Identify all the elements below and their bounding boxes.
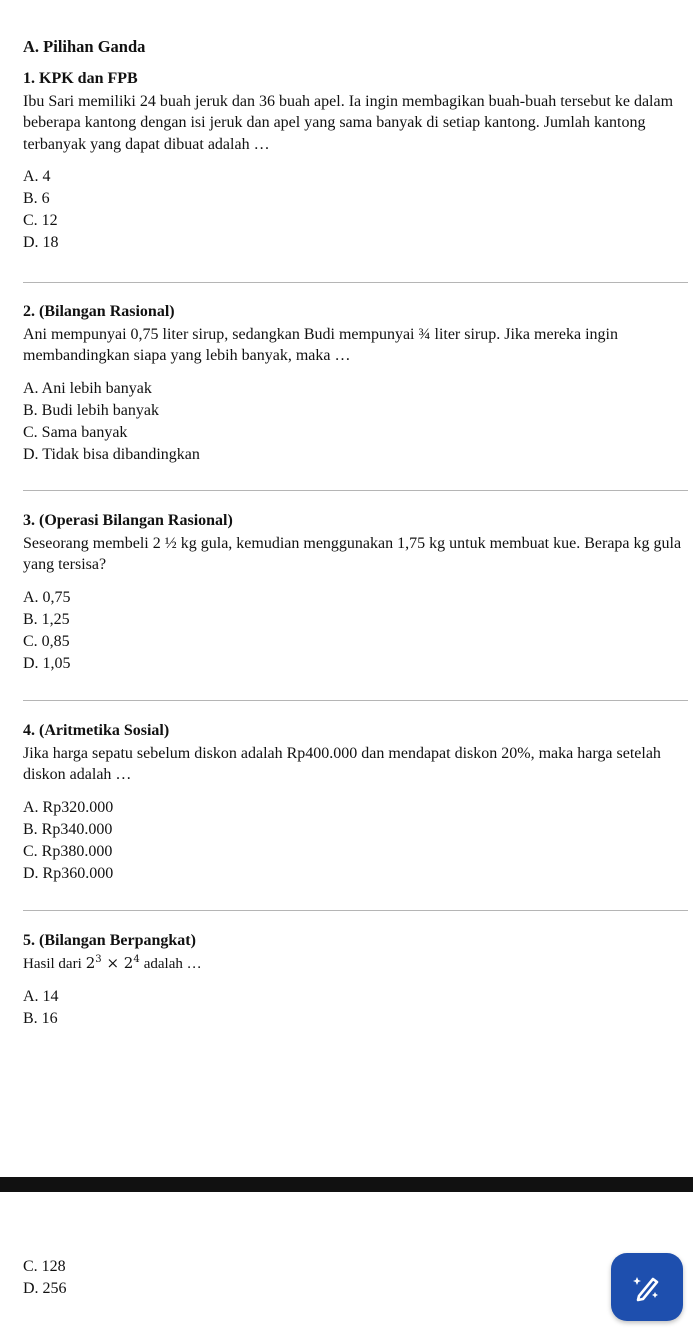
- base-2: 2: [123, 953, 134, 972]
- section-title: A. Pilihan Ganda: [23, 37, 146, 56]
- option-list: [23, 166, 688, 254]
- question-text: Jika harga sepatu sebelum diskon adalah Rp400.000 dan mendapat diskon 20%, maka harga setelah diskon adalah …: [23, 744, 661, 783]
- question-text: Ibu Sari memiliki 24 buah jeruk dan 36 buah apel. Ia ingin membagikan buah-buah tersebut ke dalam beberapa kantong dengan isi jeruk dan apel yang sama banyak di setiap kantong. Jumlah kantong terbanyak yang dapat dibuat adalah …: [23, 92, 674, 153]
- question-title: 3. (Operasi Bilangan Rasional): [23, 512, 233, 529]
- option-b[interactable]: B. Budi lebih banyak: [23, 401, 159, 419]
- page-break-bar: [0, 1177, 693, 1192]
- exponent-1: 3: [95, 953, 102, 965]
- option-list: [23, 587, 688, 675]
- option-c[interactable]: C. Rp380.000: [23, 842, 113, 860]
- edit-sparkle-icon: [630, 1270, 664, 1304]
- question-text: Seseorang membeli 2 ½ kg gula, kemudian menggunakan 1,75 kg untuk membuat kue. Berapa kg gula yang tersisa?: [23, 534, 682, 573]
- question-text: [23, 953, 688, 976]
- question-2: [23, 301, 688, 466]
- question-5: [23, 930, 688, 1030]
- option-b[interactable]: B. 1,25: [23, 610, 70, 628]
- question-title: 4. (Aritmetika Sosial): [23, 722, 170, 739]
- option-a[interactable]: A. 4: [23, 168, 51, 185]
- divider: [23, 282, 688, 283]
- question-text-prefix: Hasil dari: [23, 955, 82, 972]
- question-3: [23, 510, 688, 675]
- option-list: [23, 378, 688, 466]
- divider: [23, 490, 688, 491]
- times-sign: ×: [106, 953, 120, 972]
- option-d[interactable]: D. 1,05: [23, 654, 71, 672]
- option-a[interactable]: A. Ani lebih banyak: [23, 379, 152, 397]
- edit-fab-button[interactable]: [611, 1253, 683, 1321]
- option-list: [23, 797, 688, 885]
- question-title: 1. KPK dan FPB: [23, 70, 138, 87]
- divider: [23, 910, 688, 911]
- option-list: [23, 986, 688, 1030]
- option-c[interactable]: C. 12: [23, 212, 58, 229]
- option-d[interactable]: D. Tidak bisa dibandingkan: [23, 445, 200, 463]
- option-b[interactable]: B. 6: [23, 190, 50, 207]
- math-expression: [86, 954, 140, 972]
- exponent-2: 4: [133, 953, 140, 965]
- question-title: 5. (Bilangan Berpangkat): [23, 932, 196, 949]
- option-c[interactable]: C. 128: [23, 1258, 66, 1275]
- option-c[interactable]: C. 0,85: [23, 632, 70, 650]
- option-b[interactable]: B. 16: [23, 1010, 58, 1027]
- option-a[interactable]: A. 0,75: [23, 588, 71, 606]
- question-text-suffix: adalah …: [143, 955, 202, 972]
- base-1: 2: [85, 953, 96, 972]
- option-a[interactable]: A. 14: [23, 988, 59, 1005]
- divider: [23, 700, 688, 701]
- question-1: [23, 68, 688, 254]
- question-text: Ani mempunyai 0,75 liter sirup, sedangkan Budi mempunyai ¾ liter sirup. Jika mereka ingin membandingkan siapa yang lebih banyak, maka …: [23, 325, 618, 364]
- option-a[interactable]: A. Rp320.000: [23, 798, 114, 816]
- option-b[interactable]: B. Rp340.000: [23, 820, 113, 838]
- option-d[interactable]: D. Rp360.000: [23, 864, 114, 882]
- option-c[interactable]: C. Sama banyak: [23, 423, 128, 441]
- question-4: [23, 720, 688, 885]
- option-list-continued: [23, 1256, 67, 1300]
- option-d[interactable]: D. 18: [23, 234, 59, 251]
- option-d[interactable]: D. 256: [23, 1280, 67, 1297]
- question-title: 2. (Bilangan Rasional): [23, 303, 175, 320]
